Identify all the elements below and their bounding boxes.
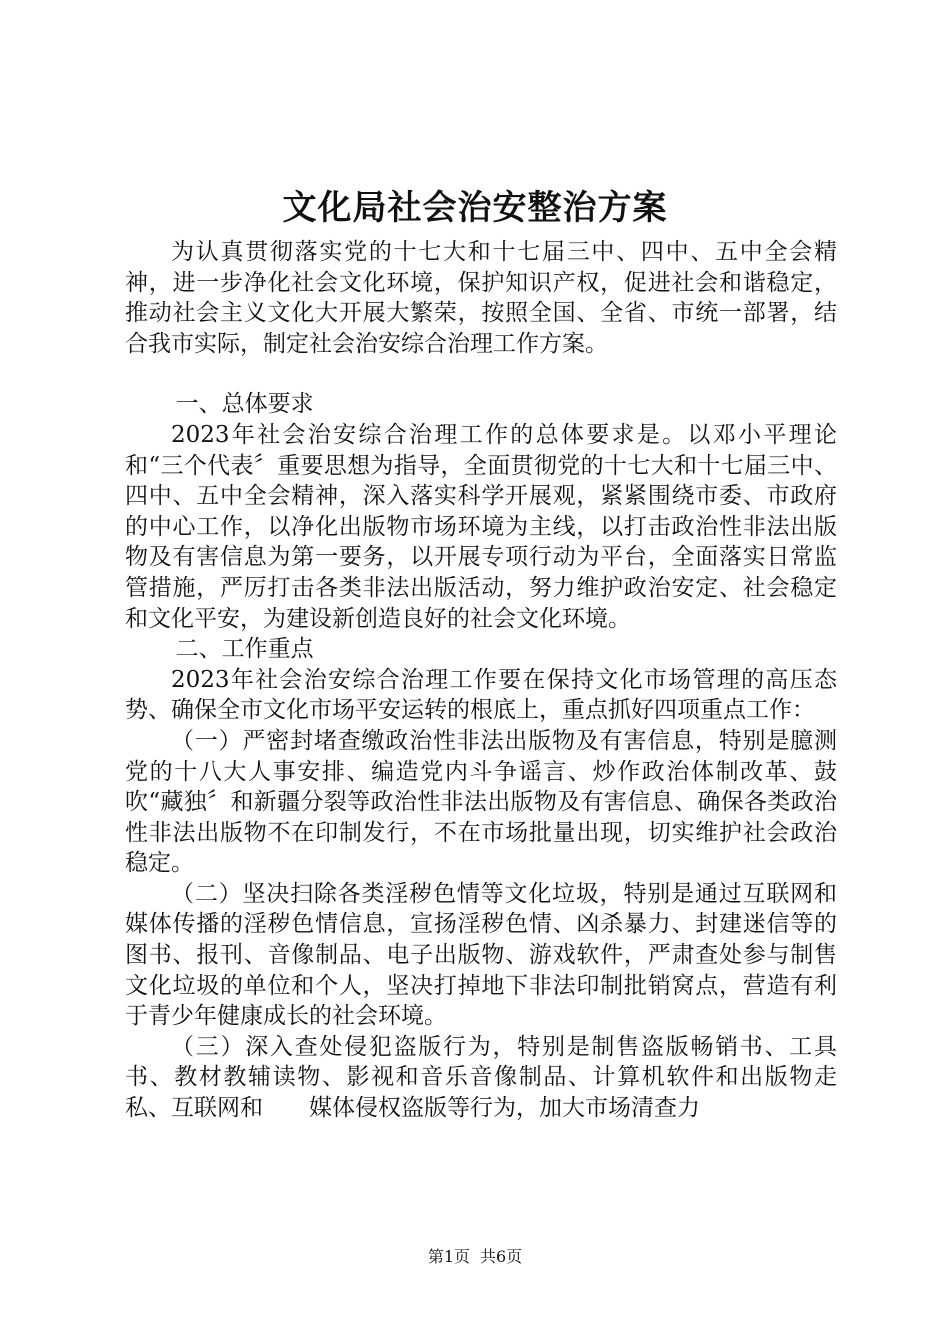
intro-paragraph: 为认真贯彻落实党的十七大和十七届三中、四中、五中全会精神，进一步净化社会文化环境，保护知识产权，促进社会和谐稳定，推动社会主义文化大开展大繁荣，按照全国、全省、市统一部署，结合我市实际，制定社会治安综合治理工作方案。 [125,239,837,357]
work-item-1-paragraph: （一）严密封堵查缴政治性非法出版物及有害信息，特别是臆测党的十八大人事安排、编造党内斗争谣言、炒作政治体制改革、鼓吹“藏独〞和新疆分裂等政治性非法出版物及有害信息、确保各类政治性非法出版物不在印制发行，不在市场批量出现，切实维护社会政治稳定。 [125,727,837,877]
section-heading-work-focus: 二、工作重点 [175,636,314,663]
page-total: 共6页 [480,1247,523,1266]
page-footer [0,1247,950,1267]
work-focus-paragraph: 2023年社会治安综合治理工作要在保持文化市场管理的高压态势、确保全市文化市场平安运转的根底上，重点抓好四项重点工作： [125,666,837,724]
general-requirements-paragraph: 2023年社会治安综合治理工作的总体要求是。以邓小平理论和“三个代表〞重要思想为指导，全面贯彻党的十七大和十七届三中、四中、五中全会精神，深入落实科学开展观，紧紧围绕市委、市政府的中心工作，以净化出版物市场环境为主线，以打击政治性非法出版物及有害信息为第一要务，以开展专项行动为平台，全面落实日常监管措施，严厉打击各类非法出版活动，努力维护政治安定、社会稳定和文化平安，为建设新创造良好的社会文化环境。 [125,421,837,632]
work-item-3-paragraph: （三）深入查处侵犯盗版行为，特别是制售盗版畅销书、工具书、教材教辅读物、影视和音乐音像制品、计算机软件和出版物走私、互联网和 媒体侵权盗版等行为，加大市场清查力 [125,1033,837,1122]
work-item-2-paragraph: （二）坚决扫除各类淫秽色情等文化垃圾，特别是通过互联网和 媒体传播的淫秽色情信息，宣扬淫秽色情、凶杀暴力、封建迷信等的图书、报刊、音像制品、电子出版物、游戏软件，严肃查处参与制售文化垃圾的单位和个人，坚决打掉地下非法印制批销窝点，营造有利于青少年健康成长的社会环境。 [125,880,883,1030]
section-heading-general-requirements: 一、总体要求 [175,391,314,418]
page-number: 第1页 [427,1247,470,1266]
document-title: 文化局社会治安整治方案 [282,188,668,228]
document-body [125,237,883,1124]
